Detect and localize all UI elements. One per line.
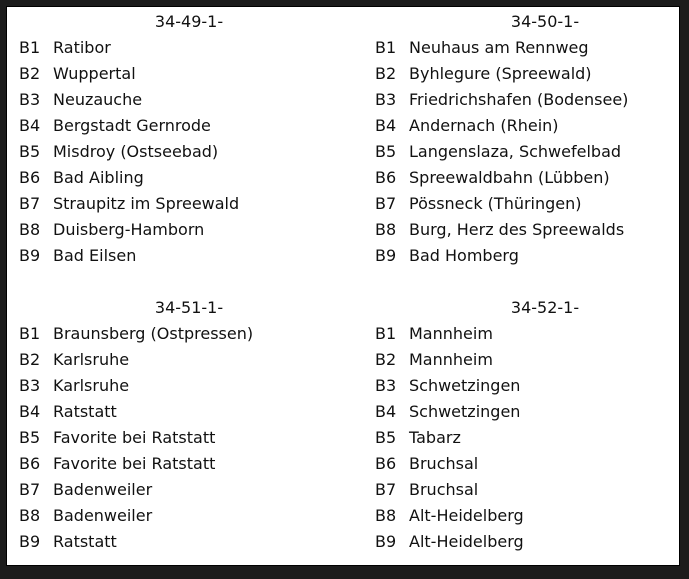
- entry-name: Byhlegure (Spreewald): [409, 64, 592, 83]
- list-item: [375, 425, 689, 451]
- entry-name: Badenweiler: [53, 480, 153, 499]
- list-item: [19, 165, 339, 191]
- list-item: [375, 529, 689, 555]
- list-item: [375, 165, 689, 191]
- entry-code: B7: [375, 480, 397, 499]
- entry-name: Alt-Heidelberg: [409, 506, 524, 525]
- entry-code: B9: [19, 246, 41, 265]
- entry-code: B3: [375, 376, 397, 395]
- entry-name: Langenslaza, Schwefelbad: [409, 142, 622, 161]
- list-item: [19, 321, 339, 347]
- list-item: [19, 425, 339, 451]
- list-item: [375, 399, 689, 425]
- entry-name: Favorite bei Ratstatt: [53, 428, 216, 447]
- list-item: [19, 347, 339, 373]
- entry-name: Straupitz im Spreewald: [53, 194, 240, 213]
- list-item: [19, 113, 339, 139]
- list-item: [19, 503, 339, 529]
- entry-code: B2: [19, 350, 41, 369]
- entry-name: Andernach (Rhein): [409, 116, 559, 135]
- entry-code: B1: [375, 38, 397, 57]
- entry-name: Schwetzingen: [409, 402, 521, 421]
- entry-name: Badenweiler: [53, 506, 153, 525]
- list-item: [19, 243, 339, 269]
- entry-code: B2: [375, 350, 397, 369]
- list-item: [375, 347, 689, 373]
- entry-name: Alt-Heidelberg: [409, 532, 524, 551]
- entry-name: Favorite bei Ratstatt: [53, 454, 216, 473]
- entry-code: B4: [375, 402, 397, 421]
- list-item: [375, 61, 689, 87]
- entry-name: Mannheim: [409, 324, 493, 343]
- entry-code: B7: [375, 194, 397, 213]
- entry-name: Burg, Herz des Spreewalds: [409, 220, 625, 239]
- block-title: 34-49-1-: [154, 12, 224, 31]
- entry-code: B7: [19, 194, 41, 213]
- entry-code: B1: [19, 38, 41, 57]
- entry-name: Tabarz: [409, 428, 461, 447]
- entry-code: B2: [19, 64, 41, 83]
- entry-name: Karlsruhe: [53, 350, 130, 369]
- entry-code: B6: [19, 168, 41, 187]
- entry-code: B5: [375, 428, 397, 447]
- block-title: 34-50-1-: [510, 12, 580, 31]
- list-item: [375, 477, 689, 503]
- entry-name: Karlsruhe: [53, 376, 130, 395]
- list-item: [19, 191, 339, 217]
- list-item: [375, 243, 689, 269]
- entry-code: B6: [19, 454, 41, 473]
- entry-code: B6: [375, 168, 397, 187]
- list-item: [375, 113, 689, 139]
- entry-code: B4: [19, 116, 41, 135]
- entry-code: B8: [375, 506, 397, 525]
- entry-code: B6: [375, 454, 397, 473]
- entry-code: B9: [375, 246, 397, 265]
- list-item: [375, 35, 689, 61]
- block-title: 34-52-1-: [510, 298, 580, 317]
- entry-name: Spreewaldbahn (Lübben): [409, 168, 610, 187]
- entry-name: Bad Homberg: [409, 246, 519, 265]
- block-34-51-1: [19, 295, 339, 555]
- list-item: [19, 477, 339, 503]
- entry-name: Bad Eilsen: [53, 246, 137, 265]
- entry-name: Duisberg-Hamborn: [53, 220, 205, 239]
- entry-code: B8: [375, 220, 397, 239]
- list-item: [19, 87, 339, 113]
- list-item: [19, 61, 339, 87]
- entry-name: Misdroy (Ostseebad): [53, 142, 219, 161]
- entry-code: B9: [375, 532, 397, 551]
- entry-name: Ratstatt: [53, 532, 117, 551]
- list-item: [375, 321, 689, 347]
- list-item: [375, 87, 689, 113]
- list-item: [375, 217, 689, 243]
- entry-code: B3: [19, 376, 41, 395]
- entry-name: Braunsberg (Ostpressen): [53, 324, 254, 343]
- list-item: [375, 191, 689, 217]
- entry-name: Schwetzingen: [409, 376, 521, 395]
- entry-code: B5: [19, 142, 41, 161]
- entry-name: Ratstatt: [53, 402, 117, 421]
- entry-code: B4: [375, 116, 397, 135]
- list-item: [19, 399, 339, 425]
- entry-code: B5: [19, 428, 41, 447]
- entry-name: Mannheim: [409, 350, 493, 369]
- entry-name: Pössneck (Thüringen): [409, 194, 582, 213]
- entry-code: B8: [19, 220, 41, 239]
- block-34-52-1: [375, 295, 689, 555]
- list-item: [19, 139, 339, 165]
- list-item: [375, 451, 689, 477]
- entry-name: Neuhaus am Rennweg: [409, 38, 589, 57]
- list-item: [19, 529, 339, 555]
- entry-name: Bruchsal: [409, 454, 479, 473]
- block-title: 34-51-1-: [154, 298, 224, 317]
- list-item: [375, 139, 689, 165]
- entry-code: B9: [19, 532, 41, 551]
- entry-code: B7: [19, 480, 41, 499]
- entry-name: Wuppertal: [53, 64, 136, 83]
- list-item: [19, 451, 339, 477]
- entry-name: Ratibor: [53, 38, 111, 57]
- block-34-49-1: [19, 9, 339, 269]
- entry-code: B1: [19, 324, 41, 343]
- list-item: [19, 217, 339, 243]
- list-item: [375, 373, 689, 399]
- entry-name: Bergstadt Gernrode: [53, 116, 211, 135]
- entry-code: B3: [375, 90, 397, 109]
- entry-code: B4: [19, 402, 41, 421]
- entry-code: B2: [375, 64, 397, 83]
- entry-name: Neuzauche: [53, 90, 143, 109]
- entry-code: B3: [19, 90, 41, 109]
- list-item: [19, 35, 339, 61]
- document-sheet: [6, 6, 680, 566]
- entry-name: Bruchsal: [409, 480, 479, 499]
- entry-code: B1: [375, 324, 397, 343]
- entry-name: Bad Aibling: [53, 168, 144, 187]
- entry-code: B5: [375, 142, 397, 161]
- entry-name: Friedrichshafen (Bodensee): [409, 90, 629, 109]
- entry-code: B8: [19, 506, 41, 525]
- list-item: [19, 373, 339, 399]
- list-item: [375, 503, 689, 529]
- block-34-50-1: [375, 9, 689, 269]
